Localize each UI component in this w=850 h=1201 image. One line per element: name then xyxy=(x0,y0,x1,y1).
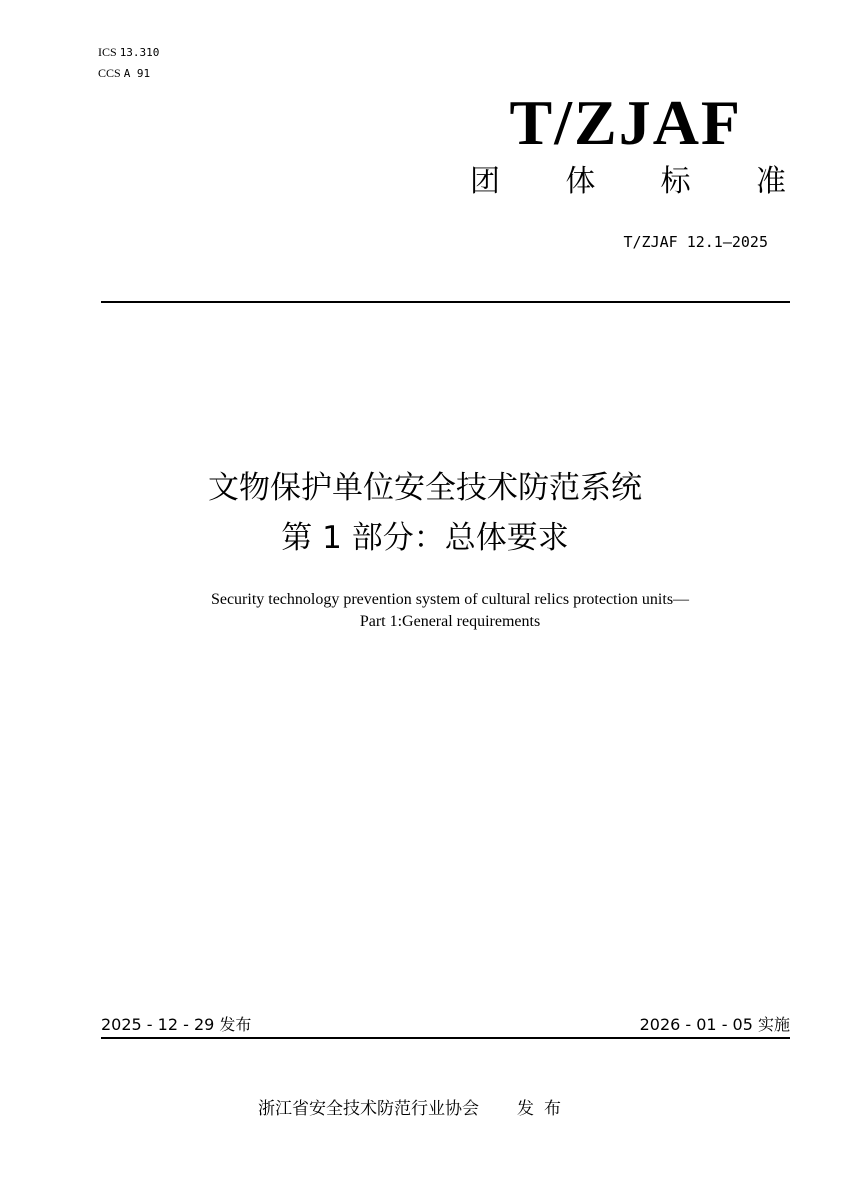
ics-line xyxy=(98,42,159,63)
standard-type-char: 准 xyxy=(755,164,786,199)
publisher-action: 发布 xyxy=(517,1099,571,1119)
bottom-divider xyxy=(101,1037,790,1039)
publish-date: 2025 - 12 - 29 发布 xyxy=(101,1015,252,1034)
standard-logo: T/ZJAF xyxy=(509,87,742,158)
ccs-line xyxy=(98,63,159,84)
title-cn-line2: 第 1 部分：总体要求 xyxy=(281,520,569,556)
standard-type-char: 体 xyxy=(565,164,596,199)
classification-codes xyxy=(98,42,159,84)
title-cn-line1: 文物保护单位安全技术防范系统 xyxy=(208,470,642,506)
title-en-line1: Security technology prevention system of cultural relics protection units— xyxy=(210,591,690,608)
standard-code: T/ZJAF 12.1—2025 xyxy=(623,233,768,251)
ics-label: ICS xyxy=(98,45,117,59)
top-divider xyxy=(101,301,790,303)
standard-type-char: 团 xyxy=(470,164,500,199)
ccs-label: CCS xyxy=(98,66,121,80)
implement-date: 2026 - 01 - 05 实施 xyxy=(639,1015,790,1034)
publisher xyxy=(258,1096,571,1122)
standard-type xyxy=(470,162,786,202)
ccs-code: A 91 xyxy=(123,67,151,80)
publisher-name: 浙江省安全技术防范行业协会 xyxy=(258,1099,479,1119)
ics-code: 13.310 xyxy=(119,46,160,59)
title-en-line2: Part 1:General requirements xyxy=(359,613,541,630)
standard-type-char: 标 xyxy=(660,164,691,199)
